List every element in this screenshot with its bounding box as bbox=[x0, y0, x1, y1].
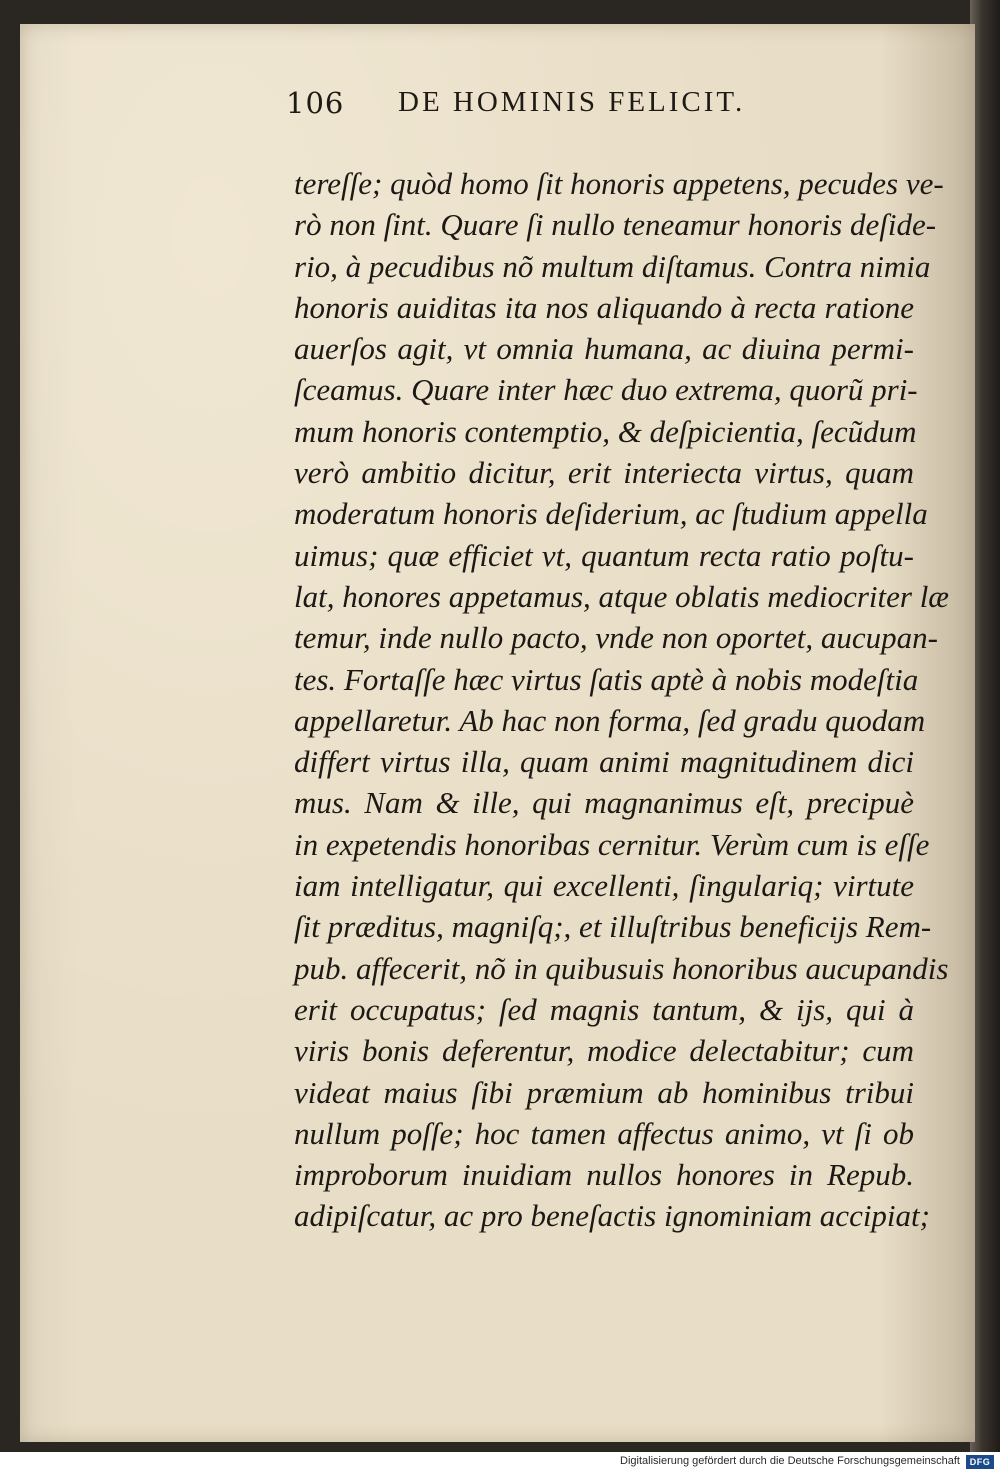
text-line: iam intelligatur, qui excellenti, ſingulariq; virtute bbox=[294, 868, 914, 904]
text-line: mum honoris contemptio, & deſpicientia, ſecũdum bbox=[294, 413, 917, 449]
text-line: moderatum honoris deſiderium, ac ſtudium appella bbox=[294, 496, 928, 532]
text-line: in expetendis honoribas cernitur. Verùm cum is eſſe bbox=[294, 826, 930, 862]
page-number: 106 bbox=[286, 86, 345, 120]
text-line: rò non ſint. Quare ſi nullo teneamur honoris deſide- bbox=[294, 207, 937, 243]
text-line: viris bonis deferentur, modice delectabitur; cum bbox=[294, 1033, 914, 1069]
text-line: differt virtus illa, quam animi magnitudinem dici bbox=[294, 744, 914, 780]
text-line: improborum inuidiam nullos honores in Repub. bbox=[294, 1157, 914, 1193]
digitization-credit: Digitalisierung gefördert durch die Deutsche Forschungsgemeinschaft bbox=[620, 1455, 960, 1467]
text-line: tereſſe; quòd homo ſit honoris appetens, pecudes ve- bbox=[294, 166, 944, 201]
text-line: erit occupatus; ſed magnis tantum, & ijs, qui à bbox=[294, 991, 914, 1027]
text-line: auerſos agit, vt omnia humana, ac diuina permi- bbox=[294, 331, 914, 367]
text-line: ſit præditus, magniſq;, et illuſtribus beneficijs Rem- bbox=[294, 909, 932, 945]
text-line: pub. affecerit, nõ in quibusuis honoribus aucupandis bbox=[294, 950, 949, 986]
text-line: videat maius ſibi præmium ab hominibus tribui bbox=[294, 1074, 914, 1110]
text-line: lat, honores appetamus, atque oblatis mediocriter læ bbox=[294, 578, 949, 614]
text-line: rio, à pecudibus nõ multum diſtamus. Contra nimia bbox=[294, 248, 931, 284]
running-head: DE HOMINIS FELICIT. bbox=[398, 86, 746, 118]
text-line: ſceamus. Quare inter hæc duo extrema, quorũ pri- bbox=[294, 372, 918, 408]
text-line: honoris auiditas ita nos aliquando à recta ratione bbox=[294, 289, 914, 325]
text-line: nullum poſſe; hoc tamen affectus animo, vt ſi ob bbox=[294, 1115, 914, 1151]
text-line: appellaretur. Ab hac non forma, ſed gradu quodam bbox=[294, 702, 926, 738]
text-line: mus. Nam & ille, qui magnanimus eſt, precipuè bbox=[294, 785, 914, 821]
footer-bar bbox=[0, 1452, 1000, 1474]
text-line: uimus; quæ efficiet vt, quantum recta ratio poſtu- bbox=[294, 537, 914, 573]
text-line: temur, inde nullo pacto, vnde non oportet, aucupan- bbox=[294, 620, 939, 656]
body-text bbox=[294, 163, 949, 1237]
dfg-logo: DFG bbox=[966, 1455, 994, 1469]
text-line: tes. Fortaſſe hæc virtus ſatis aptè à nobis modeſtia bbox=[294, 661, 919, 697]
text-line: adipiſcatur, ac pro beneſactis ignominiam accipiat; bbox=[294, 1198, 930, 1234]
text-line: verò ambitio dicitur, erit interiecta virtus, quam bbox=[294, 455, 914, 491]
page-header bbox=[286, 86, 846, 130]
